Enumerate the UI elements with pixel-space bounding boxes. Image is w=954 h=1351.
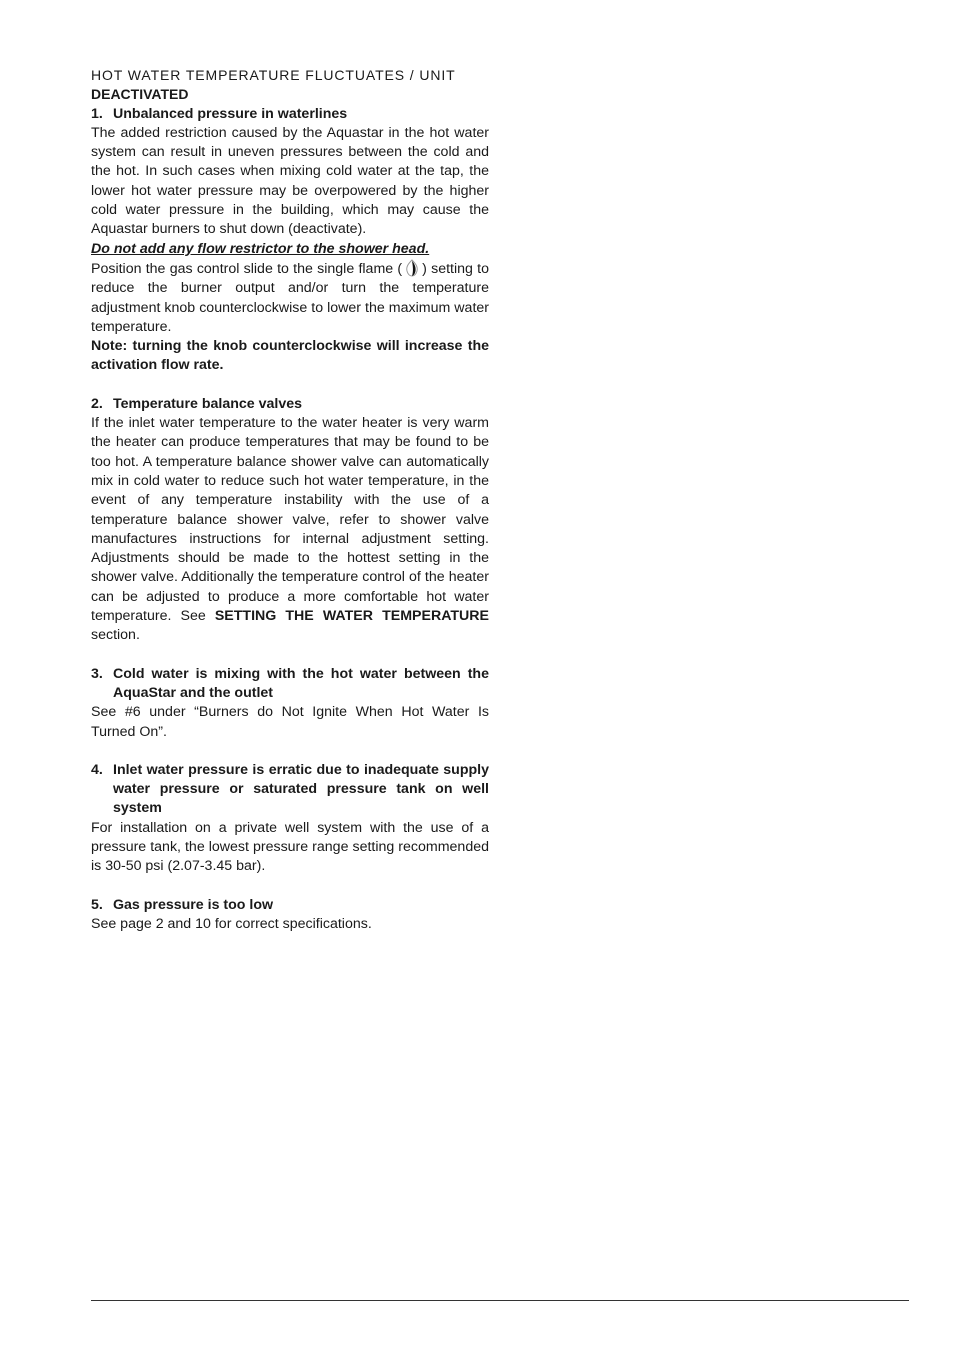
section-heading-text: Gas pressure is too low (113, 896, 274, 913)
setting-temperature-reference: SETTING THE WATER TEMPERATURE (214, 608, 490, 625)
section-2-body-end: section. (91, 627, 140, 644)
section-5-body: See page 2 and 10 for correct specifications. (91, 915, 372, 932)
section-3-heading (91, 665, 489, 704)
section-number: 4. (91, 761, 103, 778)
instruction-text-after: ) setting to reduce the burner output and/or turn the temperature adjustment knob counterclockwise to lower the maximum water temperature. (91, 260, 489, 335)
section-gap (91, 646, 489, 665)
section-number: 5. (91, 896, 103, 913)
section-heading-text: Temperature balance valves (113, 395, 303, 412)
title-line-1: HOT WATER TEMPERATURE FLUCTUATES / UNIT (91, 67, 456, 83)
section-1-instruction (91, 259, 489, 337)
section-3-body: See #6 under “Burners do Not Ignite When Hot Water Is Turned On”. (91, 704, 489, 740)
content-column (91, 66, 489, 934)
footer-rule (91, 1300, 909, 1301)
section-1-heading (91, 105, 489, 124)
section-number: 2. (91, 395, 103, 412)
activation-flow-note: Note: turning the knob counterclockwise will increase the activation flow rate. (91, 338, 489, 374)
section-2-body-text: If the inlet water temperature to the water heater is very warm the heater can produce temperatures that may be found to be too hot. A temperature balance shower valve can automatically mix in cold water to reduce such hot water temperature, in the event of any temperature instability with the use of a temperature balance shower valve, refer to shower valve manufactures instructions for internal adjustment setting. Adjustments should be made to the hottest setting in the shower valve. Additionally the temperature control of the heater can be adjusted to produce a more comfortable hot water temperature. See (91, 415, 489, 625)
section-5-heading (91, 896, 489, 915)
section-1-body: The added restriction caused by the Aquastar in the hot water system can result in uneven pressures between the cold and the hot. In such cases when mixing cold water at the tap, the lower hot water pressure may be overpowered by the higher cold water pressure in the building, which may cause the Aquastar burners to shut down (deactivate). (91, 124, 489, 238)
instruction-text-before: Position the gas control slide to the single flame ( (91, 260, 403, 277)
section-4-body: For installation on a private well system with the use of a pressure tank, the lowest pressure range setting recommended is 30-50 psi (2.07-3.45 bar). (91, 819, 489, 875)
section-number: 1. (91, 105, 103, 122)
section-4-heading (91, 761, 489, 819)
section-gap (91, 376, 489, 395)
section-2-body (91, 414, 489, 646)
section-gap (91, 742, 489, 761)
section-heading-text: Cold water is mixing with the hot water between the AquaStar and the outlet (113, 665, 489, 701)
single-flame-icon (402, 259, 422, 277)
section-heading-text: Inlet water pressure is erratic due to inadequate supply water pressure or saturated pressure tank on well system (113, 761, 489, 817)
section-number: 3. (91, 665, 103, 682)
section-gap (91, 877, 489, 896)
flow-restrictor-warning: Do not add any flow restrictor to the shower head. (91, 240, 430, 257)
section-2-heading (91, 395, 489, 414)
title-line-2: DEACTIVATED (91, 86, 189, 103)
section-heading-text: Unbalanced pressure in waterlines (113, 105, 348, 122)
page-title (91, 66, 489, 105)
